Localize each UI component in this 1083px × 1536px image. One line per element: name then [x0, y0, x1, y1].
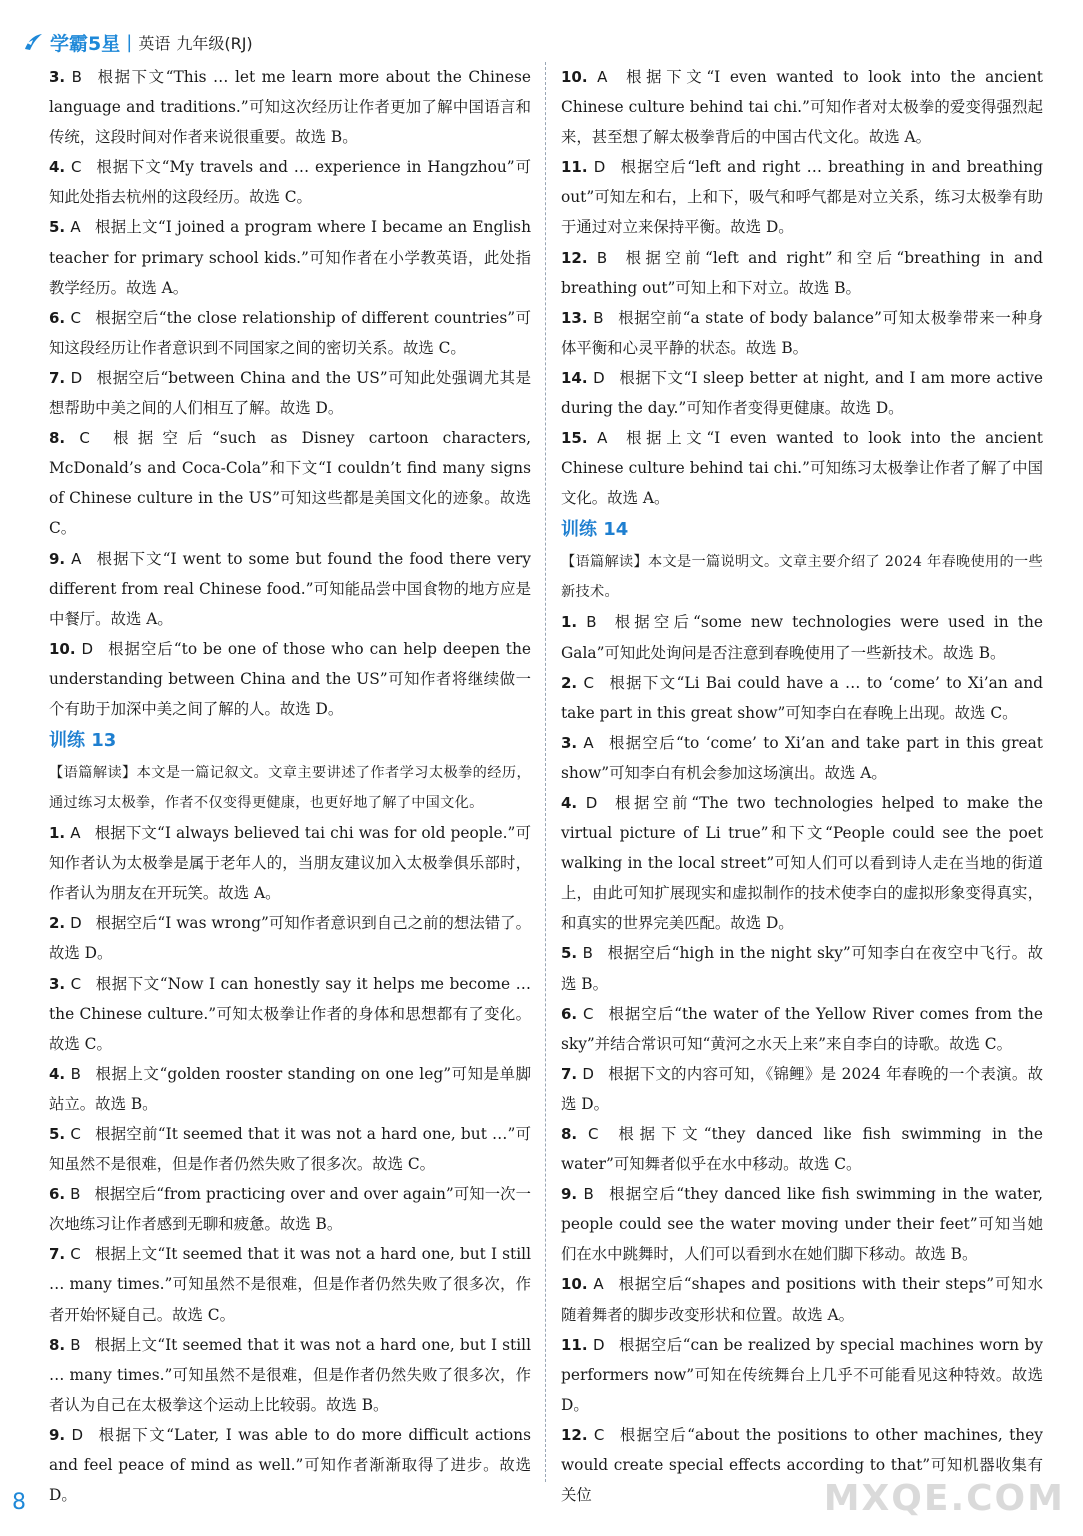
- item-explanation: 根据空后“I was wrong”可知作者意识到自己之前的想法错了。故选 D。: [49, 914, 531, 963]
- answer-item: [49, 544, 531, 634]
- item-number: 5.: [49, 1125, 66, 1143]
- brand-name: 学霸5星: [50, 32, 121, 55]
- item-answer: C: [70, 308, 81, 327]
- answer-item: [561, 1179, 1043, 1269]
- item-explanation: 根据空后“can be realized by special machines worn by performers now”可知在传统舞台上几乎不可能看见这种特效。故选 D。: [561, 1335, 1043, 1414]
- answer-item: [561, 607, 1043, 667]
- item-answer: D: [593, 158, 606, 177]
- item-number: 2.: [49, 914, 66, 933]
- item-answer: C: [587, 1125, 599, 1143]
- item-number: 4.: [49, 1064, 66, 1083]
- item-answer: C: [593, 1425, 605, 1444]
- reading-intro-13: 【语篇解读】本文是一篇记叙文。文章主要讲述了作者学习太极拳的经历，通过练习太极拳，作者不仅变得更健康，也更好地了解了中国文化。: [49, 765, 531, 812]
- item-number: 12.: [561, 248, 588, 267]
- item-answer: A: [71, 549, 82, 568]
- item-explanation: 根据空前“a state of body balance”可知太极拳带来一种身体平衡和心灵平静的状态。故选 B。: [561, 308, 1043, 357]
- item-explanation: 根据下文“I sleep better at night, and I am more active during the day.”可知作者变得更健康。故选 D。: [561, 368, 1043, 418]
- item-answer: D: [81, 639, 94, 658]
- item-number: 9.: [49, 549, 66, 568]
- item-explanation: 根据上文“I joined a program where I became an English teacher for primary school kids.”可知作者在小学教英语，此处指教学经历。故选 A。: [49, 218, 531, 297]
- item-answer: C: [70, 1245, 81, 1264]
- item-number: 3.: [49, 974, 66, 993]
- answer-item: [49, 212, 531, 302]
- left-items-a: [49, 62, 531, 724]
- item-answer: D: [585, 793, 598, 812]
- answer-item: [561, 1269, 1043, 1329]
- item-explanation: 根据下文“I even wanted to look into the ancient Chinese culture behind tai chi.”可知作者对太极拳的爱变得强烈起来，甚至想了解太极拳背后的中国古代文化。故选 A。: [561, 68, 1043, 147]
- answer-item: [49, 1059, 531, 1119]
- item-explanation: 根据下文“Li Bai could have a … to ‘come’ to Xi’an and take part in this great show”可知李白在春晚上出现。故选 C。: [561, 673, 1043, 722]
- answer-item: [49, 818, 531, 908]
- item-number: 15.: [561, 429, 588, 448]
- item-answer: D: [593, 368, 605, 387]
- item-answer: C: [583, 1004, 594, 1023]
- item-answer: B: [71, 68, 82, 86]
- item-explanation: 根据空前“It seemed that it was not a hard one, but …”可知虽然不是很难，但是作者仍然失败了很多次。故选 C。: [49, 1125, 531, 1174]
- item-answer: B: [70, 1185, 81, 1204]
- item-explanation: 根据下文“they danced like fish swimming in the water”可知舞者似乎在水中移动。故选 C。: [561, 1125, 1043, 1174]
- item-answer: A: [70, 218, 81, 237]
- item-answer: C: [70, 974, 82, 993]
- grade-label: 九年级(RJ): [176, 33, 253, 53]
- item-number: 11.: [561, 158, 588, 177]
- item-explanation: 根据下文“My travels and … experience in Hangzhou”可知此处指去杭州的这段经历。故选 C。: [49, 158, 531, 207]
- section-title-14: 训练 14: [561, 519, 629, 541]
- answer-item: [49, 1179, 531, 1239]
- page-header: [22, 28, 253, 56]
- right-items-a: [561, 62, 1043, 513]
- answer-item: [561, 363, 1043, 423]
- item-answer: D: [70, 368, 83, 387]
- answer-item: [561, 788, 1043, 938]
- item-number: 5.: [561, 944, 578, 963]
- item-explanation: 根据空后“left and right … breathing in and breathing out”可知左和右，上和下，吸气和呼气都是对立关系，练习太极拳有助于通过对立来保持平衡。故选 D。: [561, 158, 1043, 237]
- item-explanation: 根据空后“some new technologies were used in the Gala”可知此处询问是否注意到春晚使用了一些新技术。故选 B。: [561, 613, 1043, 662]
- item-number: 6.: [49, 308, 66, 327]
- section-title-13: 训练 13: [49, 730, 117, 752]
- item-explanation: 根据空前“The two technologies helped to make the virtual picture of Li true”和下文“People could see the poet walking in the local street”可知人们可以看到诗人走在当地的街道上，由此可知扩展现实和虚拟制作的技术使李白的虚拟形象变得真实，和真实的世界完美匹配。故选 D。: [561, 793, 1043, 933]
- item-number: 8.: [49, 1335, 66, 1354]
- item-answer: A: [597, 429, 608, 448]
- item-explanation: 根据下文的内容可知，《锦鲤》是 2024 年春晚的一个表演。故选 D。: [561, 1064, 1043, 1113]
- answer-item: [49, 1119, 531, 1179]
- item-answer: C: [79, 429, 90, 448]
- item-answer: C: [583, 673, 594, 692]
- item-explanation: 根据空后“the close relationship of different countries”可知这段经历让作者意识到不同国家之间的密切关系。故选 C。: [49, 308, 531, 357]
- answer-item: [561, 303, 1043, 363]
- item-answer: B: [596, 248, 608, 267]
- item-answer: A: [70, 824, 81, 843]
- item-number: 10.: [49, 639, 76, 658]
- answer-item: [561, 243, 1043, 303]
- right-column: [561, 62, 1043, 1510]
- answer-item: [561, 423, 1043, 513]
- item-answer: A: [593, 1275, 604, 1294]
- item-answer: B: [593, 308, 604, 327]
- item-number: 8.: [49, 429, 66, 448]
- item-answer: B: [582, 944, 593, 963]
- column-divider: [545, 62, 546, 1482]
- item-answer: D: [71, 1425, 84, 1444]
- watermark-logo: MXQE.COM: [823, 1478, 1065, 1519]
- answer-item: [561, 668, 1043, 728]
- right-items-b: [561, 607, 1043, 1510]
- answer-item: [49, 303, 531, 363]
- item-answer: A: [597, 68, 608, 86]
- answer-item: [49, 1239, 531, 1329]
- item-answer: B: [70, 1335, 81, 1354]
- answer-item: [49, 1330, 531, 1420]
- item-number: 10.: [561, 68, 588, 86]
- item-number: 6.: [49, 1185, 66, 1204]
- item-explanation: 根据上文“It seemed that it was not a hard one, but I still … many times.”可知虽然不是很难，但是作者仍然失败了很多次，作者开始怀疑自己。故选 C。: [49, 1245, 531, 1324]
- item-explanation: 根据空后“about the positions to other machines, they would create special effects according to that”可知机器收集有关位: [561, 1425, 1043, 1505]
- item-explanation: 根据下文“I always believed tai chi was for old people.”可知作者认为太极拳是属于老年人的，当朋友建议加入太极拳俱乐部时，作者认为朋友在开玩笑。故选 A。: [49, 824, 531, 903]
- item-number: 6.: [561, 1004, 578, 1023]
- item-explanation: 根据空前“left and right”和空后“breathing in and breathing out”可知上和下对立。故选 B。: [561, 248, 1043, 297]
- item-number: 1.: [49, 824, 66, 843]
- item-number: 2.: [561, 673, 578, 692]
- answer-item: [49, 152, 531, 212]
- item-answer: B: [583, 1185, 594, 1204]
- item-explanation: 根据空后“shapes and positions with their steps”可知水随着舞者的脚步改变形状和位置。故选 A。: [561, 1275, 1043, 1324]
- item-explanation: 根据空后“from practicing over and over again”可知一次一次地练习让作者感到无聊和疲惫。故选 B。: [49, 1185, 531, 1234]
- item-number: 7.: [49, 1245, 66, 1264]
- item-number: 14.: [561, 368, 588, 387]
- item-explanation: 根据空后“such as Disney cartoon characters, McDonald’s and Coca-Cola”和下文“I couldn’t find many signs of Chinese culture in the US”可知这些都是美国文化的迹象。故选 C。: [49, 429, 531, 538]
- item-explanation: 根据下文“This … let me learn more about the Chinese language and traditions.”可知这次经历让作者更加了解中国语言和传统，这段时间对作者来说很重要。故选 B。: [49, 68, 531, 147]
- item-answer: B: [70, 1064, 81, 1083]
- item-answer: A: [583, 733, 594, 752]
- item-number: 11.: [561, 1335, 588, 1354]
- item-number: 12.: [561, 1425, 588, 1444]
- item-explanation: 根据空后“they danced like fish swimming in the water, people could see the water moving under their feet”可知当她们在水中跳舞时，人们可以看到水在她们脚下移动。故选 B。: [561, 1185, 1043, 1264]
- left-column: [49, 62, 531, 1510]
- answer-item: [561, 1330, 1043, 1420]
- item-answer: B: [586, 613, 597, 632]
- reading-intro-14: 【语篇解读】本文是一篇说明文。文章主要介绍了 2024 年春晚使用的一些新技术。: [561, 554, 1043, 601]
- item-explanation: 根据空后“high in the night sky”可知李白在夜空中飞行。故选 B。: [561, 944, 1043, 993]
- item-answer: D: [592, 1335, 605, 1354]
- item-explanation: 根据空后“between China and the US”可知此处强调尤其是想帮助中美之间的人们相互了解。故选 D。: [49, 368, 531, 418]
- item-number: 9.: [49, 1425, 66, 1444]
- item-answer: C: [70, 158, 82, 177]
- item-explanation: 根据下文“Later, I was able to do more difficult actions and feel peace of mind as well.”可知作者渐渐取得了进步。故选 D。: [49, 1425, 531, 1505]
- item-explanation: 根据上文“It seemed that it was not a hard one, but I still … many times.”可知虽然不是很难，但是作者仍然失败了很多次，作者认为自己在太极拳这个运动上比较弱。故选 B。: [49, 1335, 531, 1414]
- answer-item: [49, 634, 531, 724]
- page-number: 8: [12, 1490, 26, 1515]
- subject-label: 英语: [138, 33, 171, 53]
- item-number: 5.: [49, 218, 66, 237]
- answer-item: [49, 363, 531, 423]
- item-explanation: 根据空后“to ‘come’ to Xi’an and take part in this great show”可知李白有机会参加这场演出。故选 A。: [561, 733, 1043, 782]
- item-number: 10.: [561, 1275, 588, 1294]
- answer-item: [561, 938, 1043, 998]
- header-separator: |: [126, 31, 133, 53]
- item-number: 4.: [561, 793, 578, 812]
- brand-logo-icon: [22, 31, 44, 53]
- item-answer: C: [70, 1125, 81, 1143]
- answer-item: [561, 1119, 1043, 1179]
- item-answer: D: [582, 1064, 594, 1083]
- answer-item: [49, 62, 531, 152]
- answer-item: [49, 969, 531, 1059]
- item-number: 7.: [49, 368, 66, 387]
- item-explanation: 根据上文“I even wanted to look into the ancient Chinese culture behind tai chi.”可知练习太极拳让作者了解了中国文化。故选 A。: [561, 429, 1043, 508]
- item-number: 3.: [49, 68, 66, 86]
- item-explanation: 根据上文“golden rooster standing on one leg”可知是单脚站立。故选 B。: [49, 1064, 531, 1113]
- item-number: 7.: [561, 1064, 578, 1083]
- item-number: 3.: [561, 733, 578, 752]
- answer-item: [49, 423, 531, 543]
- item-explanation: 根据下文“Now I can honestly say it helps me become … the Chinese culture.”可知太极拳让作者的身体和思想都有了变化。故选 C。: [49, 974, 531, 1053]
- item-explanation: 根据下文“I went to some but found the food there very different from real Chinese food.”可知能品尝中国食物的地方应是中餐厅。故选 A。: [49, 549, 531, 628]
- answer-item: [561, 999, 1043, 1059]
- answer-item: [49, 908, 531, 968]
- item-explanation: 根据空后“to be one of those who can help deepen the understanding between China and the US”可知作者将继续做一个有助于加深中美之间了解的人。故选 D。: [49, 639, 531, 718]
- answer-item: [49, 1420, 531, 1510]
- item-number: 8.: [561, 1125, 578, 1143]
- item-answer: D: [70, 914, 82, 933]
- item-number: 1.: [561, 613, 578, 632]
- answer-item: [561, 728, 1043, 788]
- answer-item: [561, 1059, 1043, 1119]
- item-number: 9.: [561, 1185, 578, 1204]
- item-explanation: 根据空后“the water of the Yellow River comes from the sky”并结合常识可知“黄河之水天上来”来自李白的诗歌。故选 C。: [561, 1004, 1043, 1053]
- left-items-b: [49, 818, 531, 1510]
- answer-item: [561, 62, 1043, 152]
- item-number: 13.: [561, 308, 588, 327]
- item-number: 4.: [49, 158, 66, 177]
- answer-item: [561, 152, 1043, 242]
